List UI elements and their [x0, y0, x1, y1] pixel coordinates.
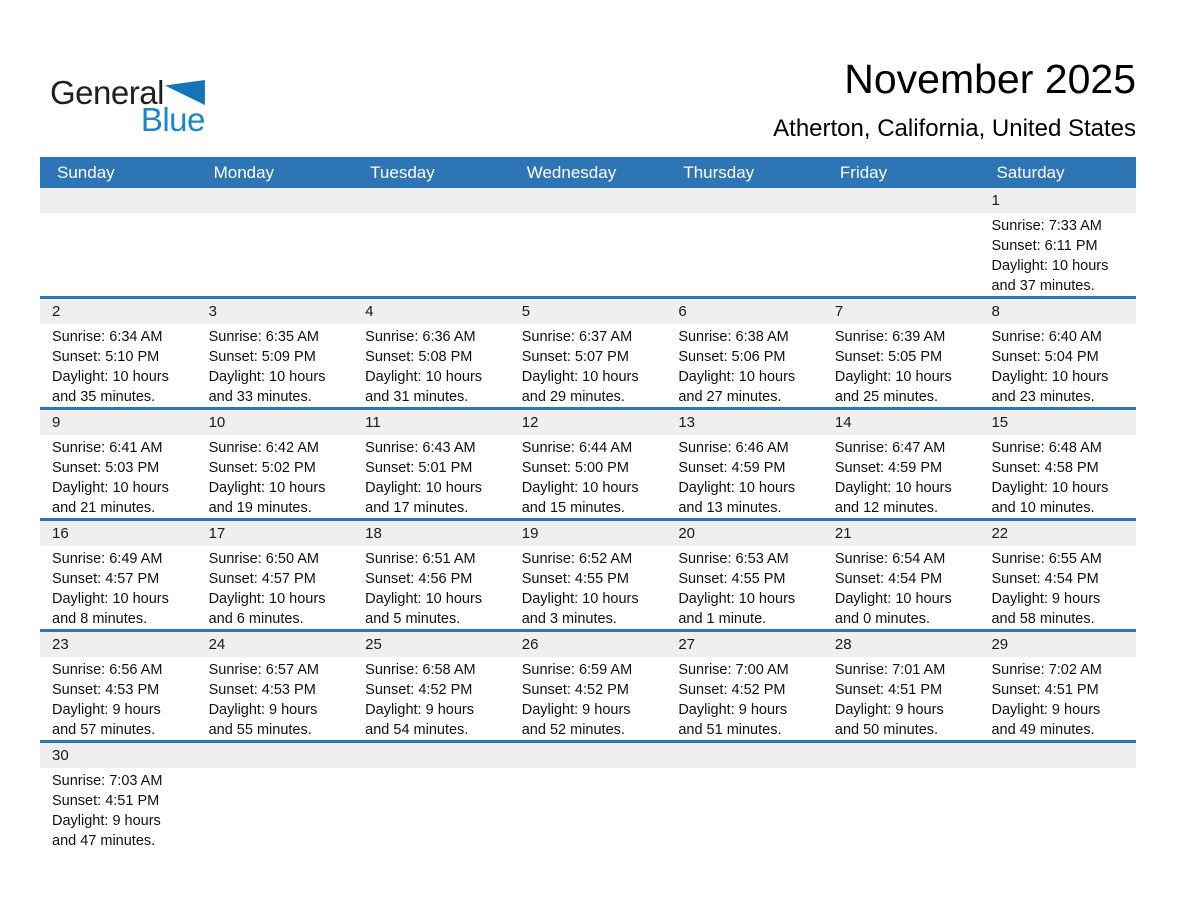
day-number: 17	[208, 525, 226, 542]
sunrise-text: Sunrise: 7:00 AM	[678, 662, 789, 678]
sunrise-text: Sunrise: 6:54 AM	[834, 551, 946, 567]
calendar-week-row	[40, 188, 1136, 296]
sunset-text: Sunset: 5:04 PM	[991, 349, 1099, 365]
sunset-text: Sunset: 4:57 PM	[52, 571, 160, 587]
sunrise-text: Sunrise: 6:50 AM	[208, 551, 319, 567]
sunset-text: Sunset: 5:06 PM	[678, 349, 786, 365]
calendar-day-cell	[666, 657, 823, 740]
daylight-text-line1: Daylight: 10 hours	[208, 369, 326, 385]
daylight-text-line1: Daylight: 10 hours	[834, 480, 952, 496]
day-number: 22	[991, 525, 1009, 542]
logo-text-blue: Blue	[140, 101, 205, 138]
sunrise-text: Sunrise: 7:33 AM	[991, 218, 1102, 234]
sunset-text: Sunset: 4:53 PM	[208, 682, 316, 698]
day-number: 9	[52, 414, 61, 431]
calendar-grid	[40, 188, 1136, 851]
weekday-header-sunday: Sunday	[57, 163, 115, 182]
calendar-empty-cell	[353, 768, 510, 851]
sunrise-text: Sunrise: 6:37 AM	[521, 329, 633, 345]
day-number-band	[40, 410, 1136, 435]
calendar-day-cell	[979, 546, 1136, 629]
sunset-text: Sunset: 6:11 PM	[991, 238, 1098, 254]
day-number-band	[40, 521, 1136, 546]
day-number-band	[40, 743, 1136, 768]
calendar-day-cell	[40, 657, 197, 740]
calendar-day-cell	[823, 657, 980, 740]
sunrise-text: Sunrise: 6:43 AM	[365, 440, 476, 456]
daylight-text-line2: and 58 minutes.	[991, 611, 1095, 627]
calendar-empty-cell	[823, 768, 980, 851]
weekday-header-tuesday: Tuesday	[370, 163, 435, 182]
sunrise-text: Sunrise: 6:36 AM	[365, 329, 476, 345]
calendar-empty-cell	[666, 768, 823, 851]
daylight-text-line1: Daylight: 10 hours	[991, 369, 1109, 385]
day-number-empty	[353, 743, 510, 768]
day-number: 30	[52, 747, 69, 764]
daylight-text-line2: and 3 minutes.	[521, 611, 617, 627]
calendar-day-cell	[823, 435, 980, 518]
sunset-text: Sunset: 5:02 PM	[208, 460, 316, 476]
day-number: 23	[52, 636, 69, 653]
sunset-text: Sunset: 4:55 PM	[521, 571, 629, 587]
daylight-text-line2: and 13 minutes.	[678, 500, 782, 516]
calendar-table	[40, 157, 1136, 851]
daylight-text-line2: and 50 minutes.	[834, 722, 939, 738]
daylight-text-line2: and 15 minutes.	[521, 500, 625, 516]
calendar-day-cell	[40, 546, 197, 629]
weekday-header-thursday: Thursday	[683, 163, 755, 182]
calendar-day-cell	[353, 657, 510, 740]
daylight-text-line1: Daylight: 10 hours	[834, 369, 952, 385]
calendar-day-cell	[666, 546, 823, 629]
day-number: 28	[834, 636, 852, 653]
sunrise-text: Sunrise: 6:38 AM	[678, 329, 789, 345]
week-row-content	[40, 546, 1136, 629]
day-number: 27	[678, 636, 695, 653]
day-number: 5	[521, 303, 531, 320]
daylight-text-line2: and 19 minutes.	[208, 500, 312, 516]
calendar-day-cell	[353, 435, 510, 518]
day-number: 19	[521, 525, 539, 542]
sunrise-text: Sunrise: 6:35 AM	[208, 329, 319, 345]
daylight-text-line1: Daylight: 9 hours	[52, 813, 161, 829]
daylight-text-line2: and 52 minutes.	[521, 722, 625, 738]
sunrise-text: Sunrise: 7:02 AM	[991, 662, 1102, 678]
calendar-day-cell	[979, 324, 1136, 407]
daylight-text-line1: Daylight: 9 hours	[208, 702, 318, 718]
calendar-week-row	[40, 296, 1136, 407]
day-number-band	[40, 299, 1136, 324]
calendar-day-cell	[197, 324, 354, 407]
sunset-text: Sunset: 5:10 PM	[52, 349, 160, 365]
sunset-text: Sunset: 4:55 PM	[678, 571, 786, 587]
calendar-week-row	[40, 407, 1136, 518]
daylight-text-line1: Daylight: 9 hours	[521, 702, 631, 718]
calendar-empty-cell	[353, 213, 510, 296]
daylight-text-line2: and 0 minutes.	[834, 611, 931, 627]
calendar-day-cell	[510, 435, 667, 518]
day-number: 25	[365, 636, 382, 653]
daylight-text-line1: Daylight: 9 hours	[678, 702, 788, 718]
weekday-header-saturday: Saturday	[996, 163, 1065, 182]
day-number: 3	[208, 303, 217, 320]
day-number-empty	[197, 743, 354, 768]
calendar-day-cell	[979, 213, 1136, 296]
day-number: 2	[52, 303, 61, 320]
sunrise-text: Sunrise: 6:47 AM	[834, 440, 946, 456]
calendar-day-cell	[353, 546, 510, 629]
sunset-text: Sunset: 4:56 PM	[365, 571, 473, 587]
sunrise-text: Sunrise: 6:49 AM	[52, 551, 163, 567]
calendar-week-row	[40, 629, 1136, 740]
page-title: November 2025	[844, 56, 1136, 102]
sunset-text: Sunset: 4:58 PM	[991, 460, 1099, 476]
daylight-text-line1: Daylight: 10 hours	[678, 369, 796, 385]
daylight-text-line2: and 55 minutes.	[208, 722, 312, 738]
sunset-text: Sunset: 4:57 PM	[208, 571, 316, 587]
calendar-day-cell	[979, 435, 1136, 518]
calendar-week-row	[40, 740, 1136, 851]
sunset-text: Sunset: 4:54 PM	[991, 571, 1099, 587]
day-number: 12	[521, 414, 539, 431]
calendar-day-cell	[510, 324, 667, 407]
sunrise-text: Sunrise: 6:39 AM	[834, 329, 946, 345]
daylight-text-line1: Daylight: 10 hours	[521, 369, 639, 385]
calendar-day-cell	[510, 546, 667, 629]
daylight-text-line1: Daylight: 10 hours	[52, 591, 169, 607]
logo-text-general: General	[50, 74, 164, 111]
day-number: 21	[834, 525, 852, 542]
weekday-header-row	[40, 157, 1136, 188]
day-number: 16	[52, 525, 69, 542]
day-number: 13	[678, 414, 695, 431]
calendar-empty-cell	[979, 768, 1136, 851]
daylight-text-line2: and 27 minutes.	[678, 389, 782, 405]
sunset-text: Sunset: 4:52 PM	[365, 682, 473, 698]
sunrise-text: Sunrise: 6:55 AM	[991, 551, 1102, 567]
calendar-empty-cell	[510, 213, 667, 296]
sunrise-text: Sunrise: 6:53 AM	[678, 551, 789, 567]
day-number: 26	[521, 636, 539, 653]
week-row-content	[40, 768, 1136, 851]
calendar-empty-cell	[197, 768, 354, 851]
weekday-header-monday: Monday	[213, 163, 275, 182]
calendar-day-cell	[510, 657, 667, 740]
day-number: 10	[208, 414, 226, 431]
daylight-text-line2: and 23 minutes.	[991, 389, 1095, 405]
sunrise-text: Sunrise: 6:57 AM	[208, 662, 319, 678]
day-number-empty	[823, 743, 980, 768]
day-number-empty	[666, 743, 823, 768]
sunset-text: Sunset: 5:09 PM	[208, 349, 316, 365]
daylight-text-line2: and 6 minutes.	[208, 611, 304, 627]
daylight-text-line1: Daylight: 9 hours	[991, 591, 1101, 607]
calendar-day-cell	[40, 435, 197, 518]
daylight-text-line1: Daylight: 9 hours	[834, 702, 944, 718]
sunrise-text: Sunrise: 6:40 AM	[991, 329, 1102, 345]
daylight-text-line1: Daylight: 10 hours	[365, 591, 483, 607]
day-number: 11	[365, 414, 381, 431]
day-number-band	[40, 632, 1136, 657]
calendar-day-cell	[666, 324, 823, 407]
calendar-day-cell	[823, 546, 980, 629]
day-number: 4	[365, 303, 374, 320]
day-number-empty	[823, 188, 980, 213]
daylight-text-line2: and 33 minutes.	[208, 389, 312, 405]
day-number-empty	[510, 188, 667, 213]
daylight-text-line2: and 29 minutes.	[521, 389, 625, 405]
calendar-empty-cell	[823, 213, 980, 296]
daylight-text-line2: and 54 minutes.	[365, 722, 469, 738]
calendar-empty-cell	[666, 213, 823, 296]
day-number-empty	[40, 188, 197, 213]
day-number: 15	[991, 414, 1009, 431]
daylight-text-line2: and 17 minutes.	[365, 500, 469, 516]
day-number-band	[40, 188, 1136, 213]
daylight-text-line1: Daylight: 10 hours	[678, 480, 796, 496]
daylight-text-line1: Daylight: 9 hours	[991, 702, 1101, 718]
daylight-text-line1: Daylight: 10 hours	[991, 258, 1109, 274]
calendar-day-cell	[823, 324, 980, 407]
calendar-empty-cell	[510, 768, 667, 851]
daylight-text-line2: and 10 minutes.	[991, 500, 1095, 516]
sunset-text: Sunset: 4:51 PM	[52, 793, 160, 809]
sunset-text: Sunset: 4:52 PM	[678, 682, 786, 698]
calendar-week-row	[40, 518, 1136, 629]
day-number: 6	[678, 303, 687, 320]
calendar-day-cell	[353, 324, 510, 407]
day-number: 24	[208, 636, 226, 653]
week-row-content	[40, 324, 1136, 407]
daylight-text-line2: and 5 minutes.	[365, 611, 461, 627]
weekday-header-wednesday: Wednesday	[526, 163, 617, 182]
calendar-day-cell	[197, 435, 354, 518]
day-number-empty	[979, 743, 1136, 768]
page-subtitle: Atherton, California, United States	[773, 115, 1136, 142]
day-number-empty	[510, 743, 667, 768]
sunset-text: Sunset: 5:08 PM	[365, 349, 473, 365]
daylight-text-line2: and 1 minute.	[678, 611, 767, 627]
daylight-text-line1: Daylight: 10 hours	[52, 480, 169, 496]
sunrise-text: Sunrise: 6:59 AM	[521, 662, 633, 678]
sunset-text: Sunset: 5:03 PM	[52, 460, 160, 476]
day-number: 7	[834, 303, 844, 320]
sunset-text: Sunset: 4:53 PM	[52, 682, 160, 698]
sunset-text: Sunset: 5:01 PM	[365, 460, 473, 476]
daylight-text-line2: and 57 minutes.	[52, 722, 156, 738]
daylight-text-line2: and 51 minutes.	[678, 722, 782, 738]
calendar-empty-cell	[197, 213, 354, 296]
sunrise-text: Sunrise: 6:46 AM	[678, 440, 789, 456]
calendar-day-cell	[40, 324, 197, 407]
day-number: 8	[991, 303, 1000, 320]
calendar-day-cell	[40, 768, 197, 851]
daylight-text-line1: Daylight: 10 hours	[834, 591, 952, 607]
daylight-text-line1: Daylight: 9 hours	[52, 702, 161, 718]
daylight-text-line1: Daylight: 10 hours	[208, 591, 326, 607]
day-number-empty	[353, 188, 510, 213]
sunset-text: Sunset: 4:59 PM	[834, 460, 943, 476]
daylight-text-line2: and 8 minutes.	[52, 611, 148, 627]
daylight-text-line2: and 49 minutes.	[991, 722, 1095, 738]
sunrise-text: Sunrise: 7:03 AM	[52, 773, 163, 789]
sunset-text: Sunset: 5:07 PM	[521, 349, 629, 365]
daylight-text-line1: Daylight: 10 hours	[521, 591, 639, 607]
sunrise-text: Sunrise: 6:52 AM	[521, 551, 633, 567]
week-row-content	[40, 213, 1136, 296]
daylight-text-line2: and 21 minutes.	[52, 500, 156, 516]
general-blue-logo	[50, 74, 205, 138]
calendar-day-cell	[197, 657, 354, 740]
header-titles	[773, 55, 1136, 143]
sunset-text: Sunset: 4:59 PM	[678, 460, 786, 476]
daylight-text-line2: and 25 minutes.	[834, 389, 939, 405]
daylight-text-line1: Daylight: 10 hours	[365, 369, 483, 385]
calendar-empty-cell	[40, 213, 197, 296]
sunrise-text: Sunrise: 6:41 AM	[52, 440, 163, 456]
sunset-text: Sunset: 4:54 PM	[834, 571, 943, 587]
sunrise-text: Sunrise: 6:48 AM	[991, 440, 1102, 456]
daylight-text-line1: Daylight: 9 hours	[365, 702, 474, 718]
day-number-empty	[197, 188, 354, 213]
sunrise-text: Sunrise: 6:44 AM	[521, 440, 633, 456]
sunset-text: Sunset: 5:05 PM	[834, 349, 943, 365]
sunrise-text: Sunrise: 6:58 AM	[365, 662, 476, 678]
sunrise-text: Sunrise: 7:01 AM	[834, 662, 946, 678]
daylight-text-line1: Daylight: 10 hours	[52, 369, 169, 385]
day-number: 14	[834, 414, 852, 431]
sunset-text: Sunset: 5:00 PM	[521, 460, 629, 476]
daylight-text-line1: Daylight: 10 hours	[521, 480, 639, 496]
calendar-day-cell	[979, 657, 1136, 740]
daylight-text-line1: Daylight: 10 hours	[208, 480, 326, 496]
sunrise-text: Sunrise: 6:42 AM	[208, 440, 319, 456]
sunrise-text: Sunrise: 6:34 AM	[52, 329, 163, 345]
week-row-content	[40, 435, 1136, 518]
calendar-day-cell	[666, 435, 823, 518]
sunset-text: Sunset: 4:52 PM	[521, 682, 629, 698]
day-number: 20	[678, 525, 695, 542]
daylight-text-line1: Daylight: 10 hours	[365, 480, 483, 496]
sunrise-text: Sunrise: 6:51 AM	[365, 551, 476, 567]
daylight-text-line2: and 35 minutes.	[52, 389, 156, 405]
daylight-text-line2: and 37 minutes.	[991, 278, 1095, 294]
sunset-text: Sunset: 4:51 PM	[991, 682, 1099, 698]
day-number-empty	[666, 188, 823, 213]
daylight-text-line2: and 12 minutes.	[834, 500, 939, 516]
week-row-content	[40, 657, 1136, 740]
daylight-text-line2: and 31 minutes.	[365, 389, 469, 405]
day-number: 29	[991, 636, 1009, 653]
day-number: 18	[365, 525, 382, 542]
day-number: 1	[991, 192, 1000, 209]
daylight-text-line1: Daylight: 10 hours	[678, 591, 796, 607]
sunrise-text: Sunrise: 6:56 AM	[52, 662, 163, 678]
calendar-day-cell	[197, 546, 354, 629]
daylight-text-line2: and 47 minutes.	[52, 833, 156, 849]
sunset-text: Sunset: 4:51 PM	[834, 682, 943, 698]
daylight-text-line1: Daylight: 10 hours	[991, 480, 1109, 496]
weekday-header-friday: Friday	[839, 163, 888, 182]
